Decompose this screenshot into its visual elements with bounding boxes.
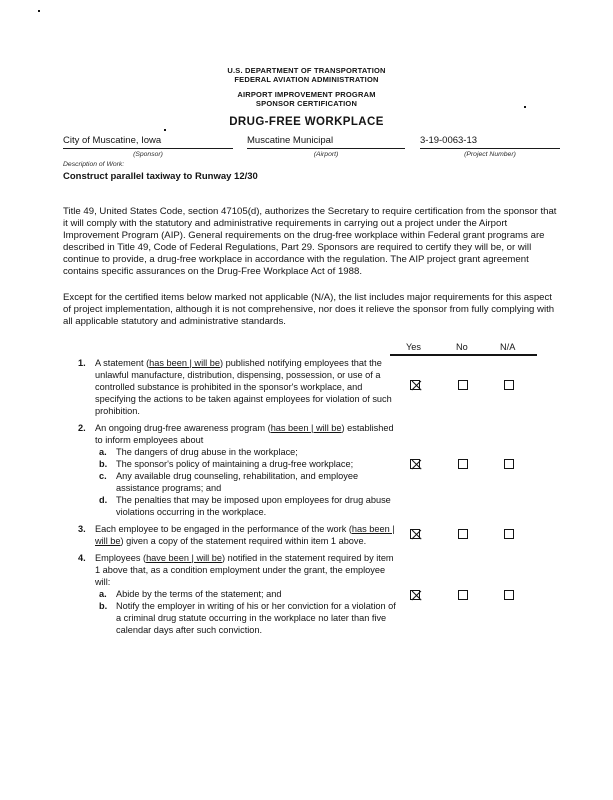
agency-name: FEDERAL AVIATION ADMINISTRATION bbox=[234, 75, 379, 84]
airport-label: (Airport) bbox=[313, 151, 339, 158]
sub-item-text: The dangers of drug abuse in the workplace; bbox=[116, 447, 298, 457]
item-number: 4. bbox=[78, 553, 86, 563]
sub-item-letter: b. bbox=[99, 601, 108, 611]
item-text bbox=[95, 357, 400, 417]
sub-item-text: The sponsor's policy of maintaining a drug-free workplace; bbox=[116, 459, 354, 469]
sub-item-2b bbox=[95, 458, 400, 470]
checkbox-item4-no[interactable] bbox=[458, 590, 468, 600]
sub-item-list bbox=[95, 446, 400, 518]
column-header-yes: Yes bbox=[406, 342, 421, 352]
sub-item-text: Any available drug counseling, rehabilitation, and employee assistance programs; and bbox=[116, 471, 359, 493]
airport-value: Muscatine Municipal bbox=[247, 135, 405, 149]
checkbox-item3-yes[interactable] bbox=[410, 529, 420, 539]
document-title: DRUG-FREE WORKPLACE bbox=[229, 116, 384, 128]
sub-item-text: The penalties that may be imposed upon employees for drug abuse violations occurring in the workplace. bbox=[116, 495, 391, 517]
item-text bbox=[95, 552, 400, 636]
description-value: Construct parallel taxiway to Runway 12/30 bbox=[63, 171, 258, 182]
item-number: 3. bbox=[78, 524, 86, 534]
scan-artifact-dot bbox=[164, 129, 166, 131]
checklist-item-1 bbox=[78, 357, 400, 417]
column-header-no: No bbox=[456, 342, 468, 352]
checkbox-item2-yes[interactable] bbox=[410, 459, 420, 469]
item-text bbox=[95, 422, 400, 518]
project-number-field bbox=[420, 135, 560, 158]
sponsor-field bbox=[63, 135, 233, 158]
column-header-rule bbox=[390, 354, 537, 356]
document-header bbox=[0, 66, 613, 128]
item-text-pre: Employees ( bbox=[95, 553, 147, 563]
description-of-work bbox=[63, 161, 258, 182]
sub-item-2a bbox=[95, 446, 400, 458]
column-header-na: N/A bbox=[500, 342, 516, 352]
underlined-phrase: has been | will be bbox=[95, 524, 395, 546]
sub-item-2c bbox=[95, 470, 400, 494]
underlined-phrase: has been | will be bbox=[149, 358, 220, 368]
checklist-item-2 bbox=[78, 422, 400, 518]
item-text-post: ) given a copy of the statement required within item 1 above. bbox=[120, 536, 367, 546]
underlined-phrase: have been | will be bbox=[146, 553, 222, 563]
checkbox-item2-na[interactable] bbox=[504, 459, 514, 469]
item-text-post: ) notified in the statement required by item 1 above that, as a condition employment under the grant, the employee will: bbox=[95, 553, 394, 587]
item-number: 2. bbox=[78, 423, 86, 433]
item-number: 1. bbox=[78, 358, 86, 368]
checkbox-item3-na[interactable] bbox=[504, 529, 514, 539]
sub-item-letter: a. bbox=[99, 589, 107, 599]
exception-paragraph: Except for the certified items below marked not applicable (N/A), the list includes major requirements for this aspect of project implementation, although it is not comprehensive, nor does it relieve the sponsor from fully complying with all applicable statutory and administrative standards. bbox=[63, 292, 555, 327]
item-text-pre: Each employee to be engaged in the performance of the work ( bbox=[95, 524, 352, 534]
sub-item-letter: c. bbox=[99, 471, 107, 481]
form-fields-row bbox=[63, 135, 560, 158]
airport-field bbox=[247, 135, 405, 158]
item-text-pre: An ongoing drug-free awareness program ( bbox=[95, 423, 271, 433]
sponsor-label: (Sponsor) bbox=[133, 151, 163, 158]
sub-item-text: Abide by the terms of the statement; and bbox=[116, 589, 282, 599]
sub-item-letter: d. bbox=[99, 495, 108, 505]
item-text bbox=[95, 523, 400, 547]
sub-item-letter: b. bbox=[99, 459, 108, 469]
certification-checklist bbox=[78, 357, 400, 641]
sub-item-letter: a. bbox=[99, 447, 107, 457]
sub-item-2d bbox=[95, 494, 400, 518]
certification-name: SPONSOR CERTIFICATION bbox=[255, 99, 358, 108]
item-text-post: ) published notifying employees that the unlawful manufacture, distribution, dispensing, possession, or use of a controlled substance is prohibited in the sponsor's workplace, and specifying the actions to be taken against employees for violation of such prohibition. bbox=[95, 358, 392, 416]
description-label: Description of Work: bbox=[63, 161, 125, 168]
checkbox-item1-yes[interactable] bbox=[410, 380, 420, 390]
checklist-item-4 bbox=[78, 552, 400, 636]
sub-item-text: Notify the employer in writing of his or her conviction for a violation of a criminal drug statute occurring in the workplace no later than five calendar days after such conviction. bbox=[116, 601, 396, 635]
checkbox-item3-no[interactable] bbox=[458, 529, 468, 539]
project-number-value: 3-19-0063-13 bbox=[420, 135, 560, 149]
checkbox-item4-yes[interactable] bbox=[410, 590, 420, 600]
checklist-item-3 bbox=[78, 523, 400, 547]
checkbox-item4-na[interactable] bbox=[504, 590, 514, 600]
underlined-phrase: has been | will be bbox=[270, 423, 342, 433]
checkbox-item1-na[interactable] bbox=[504, 380, 514, 390]
project-number-label: (Project Number) bbox=[464, 151, 516, 158]
scan-artifact-dot bbox=[38, 10, 40, 12]
checkbox-item2-no[interactable] bbox=[458, 459, 468, 469]
intro-paragraph: Title 49, United States Code, section 47105(d), authorizes the Secretary to require certification from the sponsor that it will comply with the statutory and administrative requirements in carrying out a project under the Airport Improvement Program (AIP). General requirements on the drug-free workplace within Federal grant programs are described in Title 49, Code of Federal Regulations, Part 29. Sponsors are required to certify they will be, or will continue to provide, a drug-free workplace in accordance with the regulation. The AIP project grant agreement contains specific assurances on the Drug-Free Workplace Act of 1988. bbox=[63, 206, 557, 277]
program-name: AIRPORT IMPROVEMENT PROGRAM bbox=[237, 90, 376, 99]
sub-item-list bbox=[95, 588, 400, 636]
sponsor-value: City of Muscatine, Iowa bbox=[63, 135, 233, 149]
department-name: U.S. DEPARTMENT OF TRANSPORTATION bbox=[227, 66, 386, 75]
sub-item-4a bbox=[95, 588, 400, 600]
item-text-pre: A statement ( bbox=[95, 358, 150, 368]
sub-item-4b bbox=[95, 600, 400, 636]
item-text-post: ) established to inform employees about bbox=[95, 423, 394, 445]
checkbox-item1-no[interactable] bbox=[458, 380, 468, 390]
